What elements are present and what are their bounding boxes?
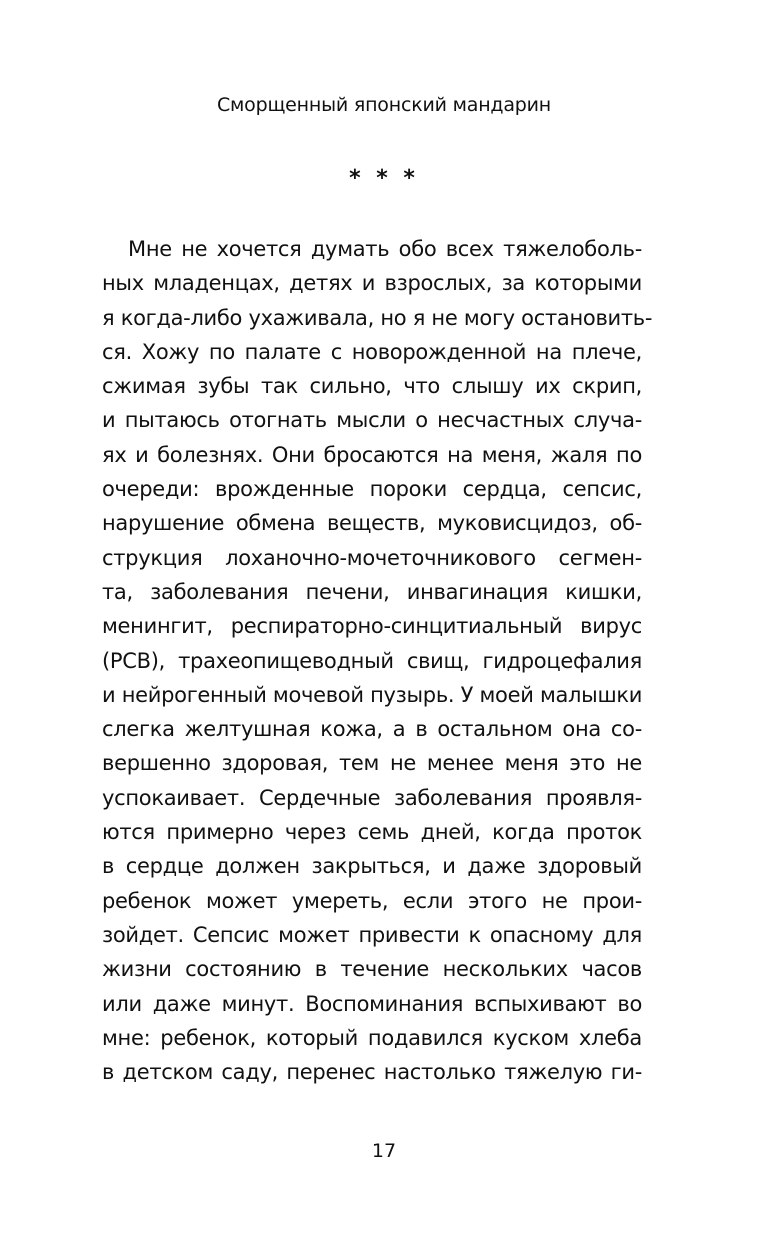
text-line: сжимая зубы так сильно, что слышу их скрип,	[102, 374, 642, 399]
text-line: ребенок может умереть, если этого не прои-	[102, 888, 642, 913]
text-line: Мне не хочется думать обо всех тяжелоболь-	[128, 237, 642, 261]
text-line: в детском саду, перенес настолько тяжелую ги-	[102, 1060, 642, 1085]
page-number: 17	[371, 1140, 397, 1162]
text-line: и пытаюсь отогнать мысли о несчастных случа-	[102, 408, 642, 433]
text-line: слегка желтушная кожа, а в остальном она со-	[102, 717, 642, 742]
text-line: зойдет. Сепсис может привести к опасному для	[102, 922, 642, 947]
text-line: (РСВ), трахеопищеводный свищ, гидроцефалия	[102, 648, 642, 673]
text-line: успокаивает. Сердечные заболевания проявля-	[102, 785, 642, 810]
text-line: в сердце должен закрыться, и даже здоровый	[102, 854, 642, 879]
text-line: жизни состоянию в течение нескольких часов	[102, 957, 642, 982]
text-line: та, заболевания печени, инвагинация кишки,	[102, 579, 642, 604]
section-ornament: * * *	[349, 166, 419, 191]
text-line: ются примерно через семь дней, когда проток	[102, 820, 642, 845]
body-text	[102, 232, 653, 1089]
text-line: ях и болезнях. Они бросаются на меня, жаля по	[102, 442, 642, 467]
text-line: очереди: врожденные пороки сердца, сепсис,	[102, 477, 642, 502]
text-line: струкция лоханочно-мочеточникового сегмен-	[102, 545, 642, 570]
text-line: ных младенцах, детях и взрослых, за которыми	[102, 271, 642, 296]
text-line: менингит, респираторно-синцитиальный вирус	[102, 614, 642, 639]
text-line: вершенно здоровая, тем не менее меня это не	[102, 751, 642, 776]
text-line: и нейрогенный мочевой пузырь. У моей малышки	[102, 682, 643, 707]
text-line: нарушение обмена веществ, муковисцидоз, об-	[102, 511, 642, 536]
text-line: ся. Хожу по палате с новорожденной на плече,	[102, 339, 642, 364]
text-line: или даже минут. Воспоминания вспыхивают во	[102, 991, 642, 1016]
text-line: мне: ребенок, который подавился куском хлеба	[102, 1025, 642, 1050]
running-head: Сморщенный японский мандарин	[216, 94, 552, 116]
text-line: я когда-либо ухаживала, но я не могу остановить-	[102, 305, 653, 330]
